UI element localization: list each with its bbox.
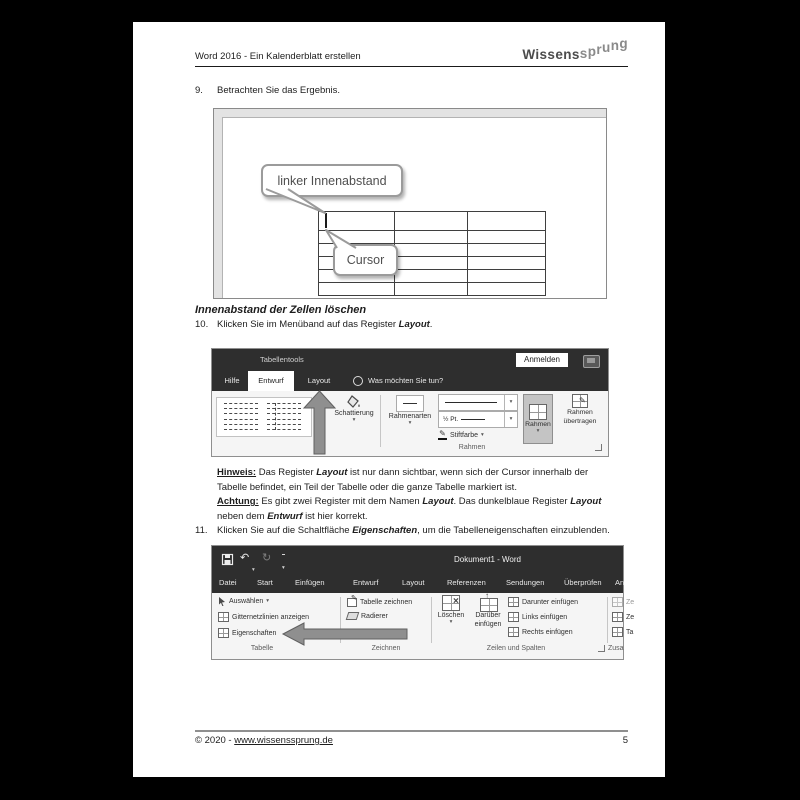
callout-text: Cursor — [346, 253, 385, 267]
loeschen-button[interactable] — [434, 595, 468, 625]
step-10-text-c: . — [429, 319, 433, 330]
split-cells-icon — [612, 612, 623, 622]
step-11-text — [217, 524, 610, 539]
tab-ansicht-cut[interactable]: An — [615, 578, 625, 587]
auswaehlen-button[interactable] — [218, 597, 269, 606]
border-painter-icon: ✎ — [572, 394, 588, 408]
group-divider — [607, 597, 608, 643]
figure-table-screenshot — [213, 108, 607, 299]
rahmen-button-selected[interactable] — [523, 394, 553, 444]
rahmen-label: Rahmen — [525, 421, 551, 428]
step-10-text — [217, 319, 432, 330]
page-header — [195, 36, 628, 67]
zellen-teilen-button-cut[interactable] — [612, 612, 634, 622]
insert-right-icon — [508, 627, 519, 637]
footer-link[interactable]: www.wissenssprung.de — [234, 735, 333, 746]
tab-referenzen[interactable]: Referenzen — [447, 578, 486, 587]
group-label-cut: Zusa — [608, 645, 624, 652]
group-label-rahmen: Rahmen — [458, 444, 486, 451]
step-10-text-a: Klicken Sie im Menüband auf das Register — [217, 319, 399, 330]
rahmenarten-button[interactable] — [385, 395, 435, 426]
links-einfuegen-button[interactable] — [508, 612, 567, 622]
wissenssprung-logo: Wissenssprung — [522, 36, 628, 62]
callout-text: linker Innenabstand — [277, 173, 387, 188]
draw-table-icon: ✎ — [347, 597, 357, 607]
dropdown-caret-icon: ▾ — [352, 417, 356, 423]
schattierung-button[interactable] — [330, 395, 378, 423]
partial-label: Ze — [626, 598, 635, 606]
darueber-label-2: einfügen — [474, 621, 502, 628]
step-10-number: 10. — [195, 319, 209, 330]
ribbon-display-options-icon[interactable] — [583, 355, 600, 368]
step-11-number: 11. — [195, 525, 208, 536]
logo-main: Wissens — [522, 47, 580, 62]
achtung-text-g: ist hier korrekt. — [302, 510, 368, 522]
tab-hilfe[interactable]: Hilfe — [224, 376, 240, 385]
tabelle-zeichnen-label: Tabelle zeichnen — [360, 598, 413, 606]
paint-bucket-icon — [347, 395, 361, 409]
hinweis-text-a: Das Register — [256, 467, 317, 478]
step-10-layout-word: Layout — [398, 319, 430, 330]
annotation-arrow-left — [283, 622, 407, 646]
border-style-icon — [396, 395, 424, 412]
links-label: Links einfügen — [522, 613, 568, 621]
schattierung-label: Schattierung — [334, 410, 374, 417]
dropdown-caret-icon: ▾ — [408, 420, 412, 426]
qat-customize-icon[interactable]: ▾ — [282, 554, 285, 574]
line-weight-sample — [461, 419, 485, 421]
step-10 — [195, 319, 432, 330]
achtung-label: Achtung: — [217, 496, 259, 507]
achtung-entwurf-word: Entwurf — [267, 510, 303, 522]
dropdown-caret-icon: ▾ — [481, 431, 484, 438]
partial-label: Ze — [626, 613, 635, 621]
loeschen-label: Löschen — [437, 612, 465, 619]
stiftfarbe-label: Stiftfarbe — [450, 431, 479, 439]
hinweis-label: Hinweis: — [217, 467, 257, 478]
properties-icon — [218, 628, 229, 638]
table-style-gallery[interactable] — [216, 397, 312, 437]
tab-layout[interactable]: Layout — [307, 376, 331, 385]
split-table-icon — [612, 627, 623, 637]
notes-block — [195, 466, 628, 539]
group-label-zeichnen: Zeichnen — [371, 645, 401, 652]
group-divider — [380, 395, 381, 447]
tab-sendungen[interactable]: Sendungen — [506, 578, 545, 587]
dropdown-caret-icon: ▾ — [536, 428, 540, 434]
undo-caret-icon[interactable]: ▾ — [252, 567, 255, 573]
callout-linker-innenabstand — [261, 164, 403, 197]
window-title: Dokument1 - Word — [454, 555, 521, 564]
section-heading: Innenabstand der Zellen löschen — [195, 304, 367, 316]
achtung-text-c: . Das dunkelblaue Register — [453, 496, 571, 507]
text-cursor — [325, 213, 327, 228]
step-9-number: 9. — [195, 85, 203, 96]
darunter-label: Darunter einfügen — [522, 598, 579, 606]
partial-label: Ta — [626, 628, 634, 636]
gitternetzlinien-label: Gitternetzlinien anzeigen — [232, 613, 310, 621]
tab-entwurf[interactable]: Entwurf — [353, 578, 379, 587]
tab-layout[interactable]: Layout — [402, 578, 425, 587]
achtung-paragraph — [217, 495, 607, 524]
tellme-text[interactable]: Was möchten Sie tun? — [368, 376, 444, 385]
rahmen-uebertragen-button[interactable] — [555, 394, 605, 426]
signin-button[interactable]: Anmelden — [516, 353, 568, 367]
insert-left-icon — [508, 612, 519, 622]
eigenschaften-button[interactable] — [218, 628, 276, 638]
document-page — [133, 22, 665, 777]
dropdown-caret-icon: ▾ — [509, 399, 513, 405]
table-style-thumbnail[interactable] — [224, 403, 258, 430]
line-weight-value: ½ Pt. — [443, 416, 459, 423]
pen-color-icon: ✎ — [438, 430, 447, 441]
achtung-layout-word-2: Layout — [570, 496, 602, 507]
copyright-text: © 2020 - — [195, 735, 235, 746]
table-style-thumbnail[interactable] — [267, 403, 301, 430]
step-11-text-a: Klicken Sie auf die Schaltfläche — [217, 525, 353, 536]
group-label-tabelle: Tabelle — [250, 645, 274, 652]
insert-above-icon: ↑ — [478, 594, 498, 611]
radierer-label: Radierer — [361, 612, 388, 620]
line-weight-combo[interactable] — [438, 411, 518, 428]
step-11 — [195, 524, 628, 539]
eigenschaften-label: Eigenschaften — [232, 629, 277, 637]
merge-cells-icon — [612, 597, 623, 607]
rechts-einfuegen-button[interactable] — [508, 627, 573, 637]
step-11-eigenschaften-word: Eigenschaften — [352, 525, 418, 536]
line-style-sample — [445, 402, 497, 404]
line-style-combo[interactable] — [438, 394, 518, 411]
uebertragen-label-2: übertragen — [563, 418, 597, 425]
step-9 — [195, 85, 340, 96]
contextual-tab-title: Tabellentools — [260, 355, 304, 364]
radierer-button[interactable] — [347, 612, 388, 620]
save-icon[interactable] — [222, 554, 233, 565]
tabelle-teilen-button-cut[interactable] — [612, 627, 633, 637]
darueber-einfuegen-button[interactable] — [470, 591, 506, 629]
dialog-launcher-icon[interactable] — [595, 444, 602, 451]
zellen-verbinden-button-cut — [612, 597, 634, 607]
stiftfarbe-button[interactable] — [438, 429, 484, 441]
tab-einfuegen[interactable]: Einfügen — [295, 578, 325, 587]
tab-datei[interactable]: Datei — [219, 578, 237, 587]
borders-grid-icon — [529, 404, 547, 420]
dropdown-caret-icon: ▾ — [449, 619, 453, 625]
step-11-text-c: , um die Tabelleneigenschaften einzublenden. — [417, 525, 610, 536]
rechts-label: Rechts einfügen — [522, 628, 573, 636]
select-cursor-icon — [218, 597, 226, 606]
page-number: 5 — [622, 735, 628, 746]
tabelle-zeichnen-button[interactable] — [347, 597, 412, 607]
delete-table-icon: × — [440, 595, 462, 611]
uebertragen-label-1: Rahmen — [567, 409, 593, 416]
callout-cursor — [333, 244, 398, 276]
darueber-label-1: Darüber — [475, 612, 501, 619]
step-9-text: Betrachten Sie das Ergebnis. — [217, 85, 341, 96]
dialog-launcher-icon[interactable] — [598, 645, 605, 652]
eraser-icon — [346, 612, 360, 620]
word-canvas-left-margin — [214, 109, 222, 298]
tab-entwurf-active[interactable]: Entwurf — [248, 371, 294, 391]
darunter-einfuegen-button[interactable] — [508, 597, 578, 607]
group-divider — [431, 597, 432, 643]
annotation-arrow-up — [304, 391, 335, 454]
gitternetzlinien-button[interactable] — [218, 612, 309, 622]
figure-ribbon-layout — [211, 545, 635, 660]
tab-ueberpruefen[interactable]: Überprüfen — [564, 578, 602, 587]
tellme-lightbulb-icon — [353, 376, 363, 386]
tab-start[interactable]: Start — [257, 578, 273, 587]
undo-icon[interactable]: ↶ — [240, 552, 250, 564]
page-footer — [195, 730, 628, 746]
auswaehlen-label: Auswählen — [229, 598, 264, 605]
group-label-zeilen-spalten: Zeilen und Spalten — [486, 645, 546, 652]
rahmenarten-label: Rahmenarten — [388, 413, 432, 420]
achtung-layout-word: Layout — [422, 496, 454, 507]
dropdown-caret-icon: ▾ — [509, 416, 513, 422]
figure-ribbon-tabellentools — [211, 348, 609, 457]
dropdown-caret-icon: ▾ — [266, 598, 270, 604]
footer-copyright — [195, 735, 333, 746]
achtung-text-a: Es gibt zwei Register mit dem Namen — [258, 496, 423, 507]
insert-below-icon — [508, 597, 519, 607]
hinweis-layout-word: Layout — [316, 467, 348, 478]
redo-icon-disabled: ↻ — [262, 552, 272, 564]
header-title: Word 2016 - Ein Kalenderblatt erstellen — [195, 50, 361, 62]
word-canvas-top-margin — [214, 109, 606, 117]
gridlines-icon — [218, 612, 229, 622]
hinweis-text-c: ist nur dann sichtbar, wenn sich der Cursor innerhalb der Tabelle befindet, ein Teil der Tabelle oder die ganze Tabelle markiert ist. — [217, 467, 589, 493]
achtung-text-e: neben dem — [217, 510, 268, 522]
hinweis-paragraph — [217, 466, 607, 495]
